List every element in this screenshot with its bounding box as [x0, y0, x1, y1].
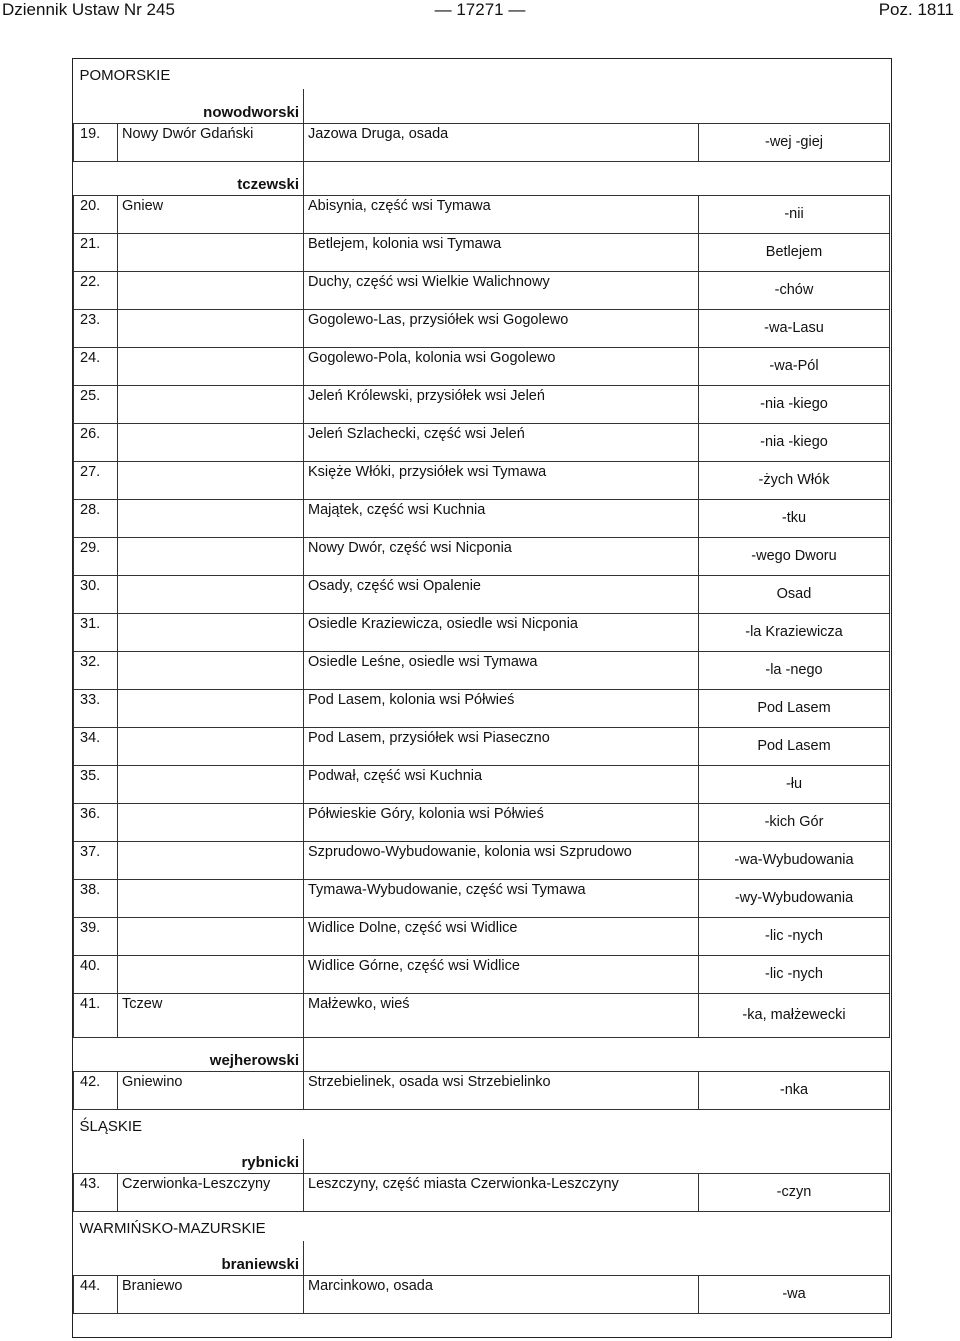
gmina-cell: Gniew [118, 195, 304, 233]
table-row [74, 423, 890, 461]
voivodeship-heading: POMORSKIE [79, 67, 171, 84]
inflection-suffix: -nka [699, 1071, 890, 1109]
locality-name: Podwał, część wsi Kuchnia [304, 765, 699, 803]
inflection-suffix: -wy-Wybudowania [699, 879, 890, 917]
inflection-suffix: -wego Dworu [699, 537, 890, 575]
row-number: 26. [74, 423, 118, 461]
inflection-suffix: Betlejem [699, 233, 890, 271]
gmina-cell [118, 765, 304, 803]
gmina-cell [118, 803, 304, 841]
gmina-cell [118, 917, 304, 955]
table-row [74, 195, 890, 233]
voivodeship-heading: ŚLĄSKIE [79, 1117, 143, 1135]
table-row [74, 499, 890, 537]
position-number: Poz. 1811 [878, 0, 954, 19]
inflection-suffix: -tku [699, 499, 890, 537]
locality-name: Strzebielinek, osada wsi Strzebielinko [304, 1071, 699, 1109]
inflection-suffix: -nia -kiego [699, 423, 890, 461]
row-number: 40. [74, 955, 118, 993]
table-row [74, 575, 890, 613]
locality-list [73, 59, 890, 1314]
powiat-spacer [304, 1037, 890, 1071]
table-row [74, 727, 890, 765]
gmina-cell: Nowy Dwór Gdański [118, 123, 304, 161]
gmina-cell [118, 423, 304, 461]
inflection-suffix: -wej -giej [699, 123, 890, 161]
gmina-cell [118, 879, 304, 917]
row-number: 20. [74, 195, 118, 233]
row-number: 29. [74, 537, 118, 575]
locality-table [73, 59, 890, 1314]
locality-name: Duchy, część wsi Wielkie Walichnowy [304, 271, 699, 309]
powiat-heading: rybnicki [74, 1139, 304, 1173]
locality-name: Abisynia, część wsi Tymawa [304, 195, 699, 233]
gmina-cell: Braniewo [118, 1275, 304, 1313]
locality-name: Osiedle Leśne, osiedle wsi Tymawa [304, 651, 699, 689]
inflection-suffix: Pod Lasem [699, 689, 890, 727]
inflection-suffix: -lic -nych [699, 955, 890, 993]
table-row [74, 1275, 890, 1313]
table-row [74, 271, 890, 309]
row-number: 31. [74, 613, 118, 651]
gmina-cell: Czerwionka-Leszczyny [118, 1173, 304, 1211]
locality-name: Widlice Górne, część wsi Widlice [304, 955, 699, 993]
gmina-cell [118, 461, 304, 499]
table-row [74, 1173, 890, 1211]
document-table-frame [72, 58, 892, 1338]
powiat-spacer [304, 89, 890, 123]
locality-name: Nowy Dwór, część wsi Nicponia [304, 537, 699, 575]
locality-name: Tymawa-Wybudowanie, część wsi Tymawa [304, 879, 699, 917]
row-number: 25. [74, 385, 118, 423]
row-number: 43. [74, 1173, 118, 1211]
locality-name: Jeleń Szlachecki, część wsi Jeleń [304, 423, 699, 461]
row-number: 19. [74, 123, 118, 161]
inflection-suffix: -czyn [699, 1173, 890, 1211]
gmina-cell [118, 537, 304, 575]
table-row [74, 123, 890, 161]
powiat-heading: nowodworski [74, 89, 304, 123]
row-number: 21. [74, 233, 118, 271]
table-row [74, 841, 890, 879]
locality-name: Betlejem, kolonia wsi Tymawa [304, 233, 699, 271]
gmina-cell [118, 955, 304, 993]
row-number: 22. [74, 271, 118, 309]
row-number: 28. [74, 499, 118, 537]
page-number: — 17271 — [434, 0, 526, 19]
table-row [74, 309, 890, 347]
journal-title: Dziennik Ustaw Nr 245 [2, 0, 175, 19]
table-row [74, 347, 890, 385]
inflection-suffix: -wa-Lasu [699, 309, 890, 347]
table-row [74, 613, 890, 651]
locality-name: Gogolewo-Las, przysiółek wsi Gogolewo [304, 309, 699, 347]
row-number: 41. [74, 993, 118, 1037]
table-row [74, 879, 890, 917]
row-number: 37. [74, 841, 118, 879]
table-row [74, 385, 890, 423]
table-row [74, 955, 890, 993]
row-number: 44. [74, 1275, 118, 1313]
inflection-suffix: -lic -nych [699, 917, 890, 955]
powiat-heading: tczewski [74, 161, 304, 195]
row-number: 39. [74, 917, 118, 955]
gmina-cell [118, 651, 304, 689]
locality-name: Widlice Dolne, część wsi Widlice [304, 917, 699, 955]
locality-name: Pod Lasem, kolonia wsi Półwieś [304, 689, 699, 727]
gmina-cell [118, 385, 304, 423]
row-number: 35. [74, 765, 118, 803]
locality-name: Księże Włóki, przysiółek wsi Tymawa [304, 461, 699, 499]
powiat-spacer [304, 1241, 890, 1275]
locality-name: Osady, część wsi Opalenie [304, 575, 699, 613]
inflection-suffix: -ka, małżewecki [699, 993, 890, 1037]
locality-name: Marcinkowo, osada [304, 1275, 699, 1313]
table-row [74, 537, 890, 575]
inflection-suffix: -la Kraziewicza [699, 613, 890, 651]
row-number: 33. [74, 689, 118, 727]
gmina-cell [118, 271, 304, 309]
locality-name: Gogolewo-Pola, kolonia wsi Gogolewo [304, 347, 699, 385]
table-row [74, 233, 890, 271]
page-header [0, 0, 960, 22]
inflection-suffix: -chów [699, 271, 890, 309]
gmina-cell [118, 689, 304, 727]
locality-name: Małżewko, wieś [304, 993, 699, 1037]
row-number: 36. [74, 803, 118, 841]
table-row [74, 765, 890, 803]
locality-name: Majątek, część wsi Kuchnia [304, 499, 699, 537]
locality-name: Jazowa Druga, osada [304, 123, 699, 161]
gmina-cell [118, 499, 304, 537]
table-row [74, 689, 890, 727]
row-number: 27. [74, 461, 118, 499]
gmina-cell: Tczew [118, 993, 304, 1037]
row-number: 32. [74, 651, 118, 689]
row-number: 38. [74, 879, 118, 917]
locality-name: Jeleń Królewski, przysiółek wsi Jeleń [304, 385, 699, 423]
gmina-cell [118, 347, 304, 385]
row-number: 30. [74, 575, 118, 613]
inflection-suffix: -wa-Wybudowania [699, 841, 890, 879]
inflection-suffix: -la -nego [699, 651, 890, 689]
inflection-suffix: Pod Lasem [699, 727, 890, 765]
inflection-suffix: -kich Gór [699, 803, 890, 841]
gmina-cell [118, 613, 304, 651]
table-row [74, 917, 890, 955]
gmina-cell [118, 727, 304, 765]
locality-name: Pod Lasem, przysiółek wsi Piaseczno [304, 727, 699, 765]
inflection-suffix: Osad [699, 575, 890, 613]
powiat-heading: braniewski [74, 1241, 304, 1275]
locality-name: Leszczyny, część miasta Czerwionka-Leszczyny [304, 1173, 699, 1211]
gmina-cell [118, 841, 304, 879]
table-row [74, 461, 890, 499]
inflection-suffix: -wa-Pól [699, 347, 890, 385]
gmina-cell [118, 233, 304, 271]
row-number: 42. [74, 1071, 118, 1109]
table-row [74, 1071, 890, 1109]
gmina-cell [118, 309, 304, 347]
row-number: 24. [74, 347, 118, 385]
inflection-suffix: -łu [699, 765, 890, 803]
row-number: 23. [74, 309, 118, 347]
voivodeship-heading: WARMIŃSKO-MAZURSKIE [79, 1219, 266, 1237]
table-row [74, 993, 890, 1037]
powiat-spacer [304, 1139, 890, 1173]
gmina-cell [118, 575, 304, 613]
locality-name: Osiedle Kraziewicza, osiedle wsi Nicponia [304, 613, 699, 651]
powiat-heading: wejherowski [74, 1037, 304, 1071]
locality-name: Szprudowo-Wybudowanie, kolonia wsi Szprudowo [304, 841, 699, 879]
powiat-spacer [304, 161, 890, 195]
table-row [74, 803, 890, 841]
locality-name: Półwieskie Góry, kolonia wsi Półwieś [304, 803, 699, 841]
inflection-suffix: -wa [699, 1275, 890, 1313]
gmina-cell: Gniewino [118, 1071, 304, 1109]
row-number: 34. [74, 727, 118, 765]
table-row [74, 651, 890, 689]
inflection-suffix: -nia -kiego [699, 385, 890, 423]
inflection-suffix: -nii [699, 195, 890, 233]
inflection-suffix: -żych Włók [699, 461, 890, 499]
